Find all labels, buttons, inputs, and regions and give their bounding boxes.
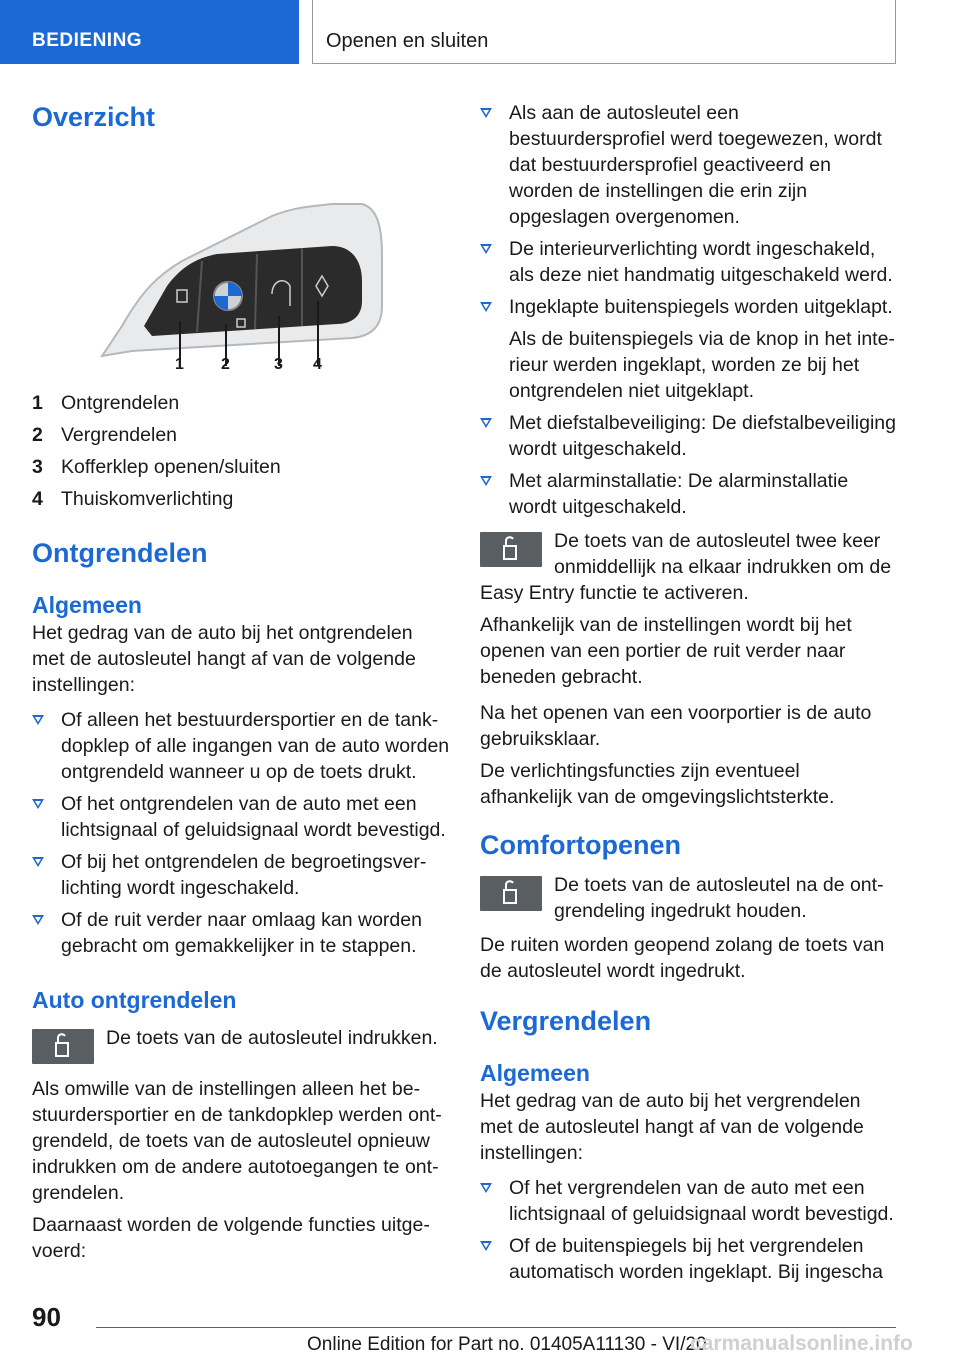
comfort-text: De toets van de autosleutel na de ontgrendeling ingedrukt houden.: [554, 874, 884, 922]
triangle-bullet-icon: [480, 302, 492, 312]
key-fob-figure: [32, 176, 450, 366]
comfort-block: [480, 872, 896, 924]
list-item: De interieurverlichting wordt ingeschakeld, als deze niet handmatig uitgeschakeld werd.: [480, 236, 896, 288]
list-item: Met alarminstallatie: De alarminstallatie wordt uitgeschakeld.: [480, 468, 896, 520]
unlock-button-icon: [480, 532, 542, 567]
comfort-paragraph: De ruiten worden geopend zolang de toets van de autosleutel wordt ingedrukt.: [480, 934, 885, 982]
easy-entry-text: De toets van de autosleutel twee keer onmiddellijk na elkaar indrukken om de Easy Entry functie te activeren.: [480, 530, 892, 604]
window-paragraph: Afhankelijk van de instellingen wordt bij het openen van een portier de ruit verder naar beneden gebracht.: [480, 614, 852, 688]
footer-divider: [96, 1327, 896, 1328]
list-item: Of de ruit verder naar omlaag kan worden gebracht om gemakkelijker in te stappen.: [32, 907, 450, 959]
mirror-note: Als de buitenspiegels via de knop in het interieur werden ingeklapt, worden ze bij het ontgrendelen niet uitgeklapt.: [509, 328, 895, 402]
general-text: Het gedrag van de auto bij het ontgrendelen met de autosleutel hangt af van de volgende instellingen:: [32, 622, 416, 696]
figure-callout-1: 1: [175, 356, 184, 373]
list-item: Of het ontgrendelen van de auto met een lichtsignaal of geluidsignaal wordt bevestigd.: [32, 791, 450, 843]
general-heading: Algemeen: [32, 592, 142, 618]
unlock-button-icon: [480, 876, 542, 911]
figure-callout-3: 3: [274, 356, 283, 373]
easy-entry-block: [480, 528, 896, 606]
auto-unlock-heading: Auto ontgrendelen: [32, 987, 237, 1013]
triangle-bullet-icon: [480, 418, 492, 428]
auto-unlock-paragraph-2: Daarnaast worden de volgende functies uitgevoerd:: [32, 1214, 430, 1262]
left-column: [32, 100, 450, 1264]
watermark: carmanualsonline.info: [690, 1332, 913, 1355]
list-item: Ingeklapte buitenspiegels worden uitgeklapt. Als de buitenspiegels via de knop in het interieur werden ingeklapt, worden ze bij het ontgrendelen niet uitgeklapt.: [480, 294, 896, 404]
triangle-bullet-icon: [32, 715, 44, 725]
right-column: [480, 100, 896, 1285]
triangle-bullet-icon: [32, 857, 44, 867]
auto-unlock-paragraph-1: Als omwille van de instellingen alleen het bestuurdersportier en de tankdopklep werden ontgrendeld, de toets van de autosleutel opnieuw indrukken om de andere autotoegangen te ontgrendelen.: [32, 1078, 442, 1204]
general-bullet-list: [32, 707, 450, 959]
comfort-heading: Comfortopenen: [480, 830, 681, 860]
lock-general-heading: Algemeen: [480, 1060, 590, 1086]
figure-callouts: [32, 352, 450, 376]
triangle-bullet-icon: [480, 244, 492, 254]
overview-heading: Overzicht: [32, 102, 156, 132]
auto-unlock-block: [32, 1025, 450, 1068]
list-item: Of de buitenspiegels bij het vergrendelen automatisch worden ingeklapt. Bij ingescha: [480, 1233, 896, 1285]
figure-callout-2: 2: [221, 356, 230, 373]
legend-item: 1 Ontgrendelen: [32, 392, 180, 414]
legend-item: 3 Kofferklep openen/sluiten: [32, 456, 281, 478]
list-item: Met diefstalbeveiliging: De diefstalbeveiliging wordt uitgeschakeld.: [480, 410, 896, 462]
lock-heading: Vergrendelen: [480, 1006, 652, 1036]
triangle-bullet-icon: [480, 1241, 492, 1251]
footer-edition-text: Online Edition for Part no. 01405A11130 - VI/20: [307, 1334, 707, 1355]
figure-legend: [32, 390, 450, 518]
unlock-button-icon: [32, 1029, 94, 1064]
unlock-heading: Ontgrendelen: [32, 538, 208, 568]
legend-item: 4 Thuiskomverlichting: [32, 488, 234, 510]
triangle-bullet-icon: [480, 108, 492, 118]
lock-general-text: Het gedrag van de auto bij het vergrendelen met de autosleutel hangt af van de volgende instellingen:: [480, 1090, 864, 1164]
header-section-tab: [0, 0, 299, 64]
list-item: Als aan de autosleutel een bestuurdersprofiel werd toegewezen, wordt dat bestuurdersprofiel geactiveerd en worden de instellingen die erin zijn opgeslagen overgenomen.: [480, 100, 896, 230]
header-chapter-label: Openen en sluiten: [326, 30, 489, 52]
header-chapter-box: [312, 0, 896, 64]
unlock-functions-list: [480, 100, 896, 520]
triangle-bullet-icon: [32, 799, 44, 809]
lights-paragraph: De verlichtingsfuncties zijn eventueel afhankelijk van de omgevingslichtsterkte.: [480, 760, 835, 808]
ready-paragraph: Na het openen van een voorportier is de auto gebruiksklaar.: [480, 702, 872, 750]
list-item: Of het vergrendelen van de auto met een lichtsignaal of geluidsignaal wordt bevestigd.: [480, 1175, 896, 1227]
triangle-bullet-icon: [480, 1183, 492, 1193]
figure-callout-4: 4: [313, 356, 322, 373]
lock-bullet-list: [480, 1175, 896, 1285]
list-item: Of bij het ontgrendelen de begroetingsverlichting wordt ingeschakeld.: [32, 849, 450, 901]
auto-unlock-text: De toets van de autosleutel indrukken.: [106, 1027, 438, 1049]
triangle-bullet-icon: [480, 476, 492, 486]
page-number: 90: [32, 1302, 61, 1332]
triangle-bullet-icon: [32, 915, 44, 925]
legend-item: 2 Vergrendelen: [32, 424, 178, 446]
list-item: Of alleen het bestuurdersportier en de tankdopklep of alle ingangen van de auto worden ontgrendeld wanneer u op de toets drukt.: [32, 707, 450, 785]
header-section-label: BEDIENING: [32, 30, 143, 51]
